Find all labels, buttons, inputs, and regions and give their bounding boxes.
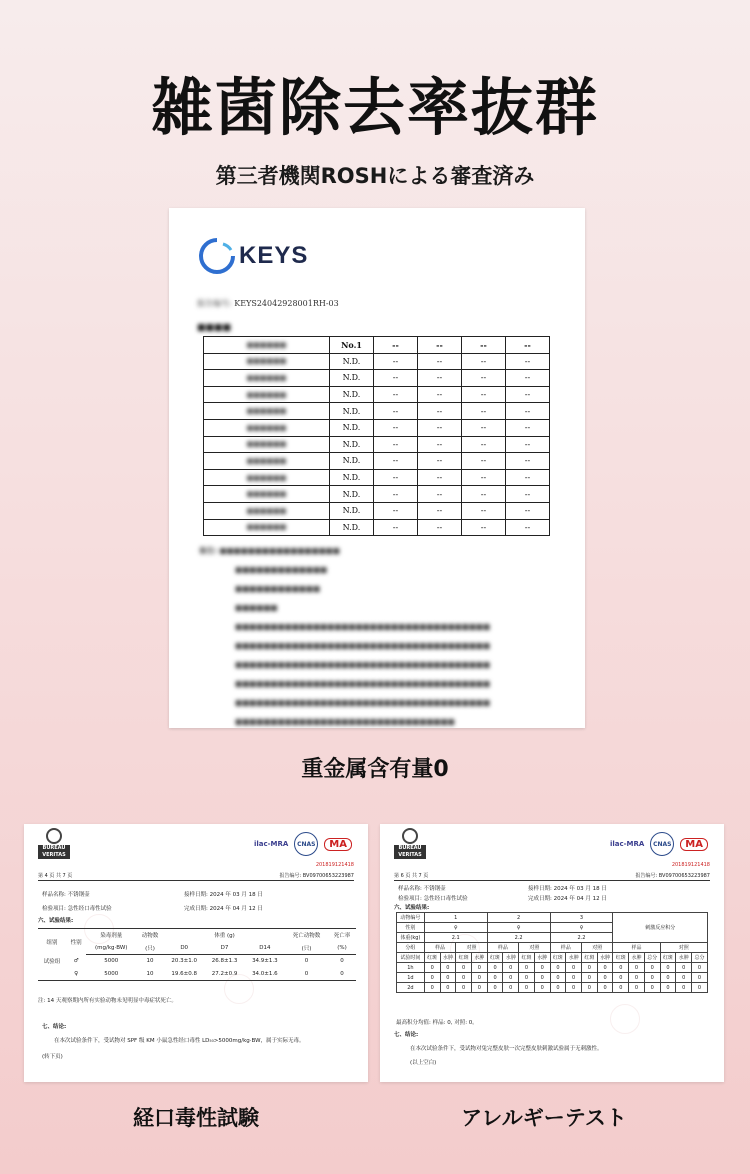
table-cell: 0	[660, 983, 676, 993]
table-cell: --	[374, 486, 418, 503]
table-cell: --	[374, 386, 418, 403]
table-header-cell: 死亡动物数	[285, 929, 328, 942]
table-header-cell: 红斑	[582, 953, 598, 963]
table-cell: ♂	[73, 958, 79, 964]
table-cell: --	[506, 486, 550, 503]
table-header-row	[38, 942, 356, 955]
complete-date: 完成日期: 2024 年 04 月 12 日	[184, 906, 263, 912]
report-number: 报告编号: BV09700653223987	[279, 873, 354, 879]
table-header-cell: 红斑	[660, 953, 676, 963]
table-cell: 0	[629, 973, 645, 983]
table-header-cell: 体重(kg)	[397, 933, 425, 943]
keys-logo	[197, 236, 308, 276]
table-header-cell: 水肿	[534, 953, 550, 963]
table-header-cell: --	[462, 337, 506, 354]
continued-note: (转下页)	[42, 1054, 63, 1060]
table-row	[204, 436, 550, 453]
blank-note: (以上空白)	[410, 1060, 437, 1066]
table-cell: 0	[582, 973, 598, 983]
table-header-cell: 红斑	[487, 953, 503, 963]
table-header-cell: 水肿	[440, 953, 456, 963]
table-cell: N.D.	[330, 453, 374, 470]
table-row	[204, 469, 550, 486]
table-cell: 0	[440, 963, 456, 973]
table-cell: --	[374, 436, 418, 453]
table-cell: ■■■■■■	[204, 386, 330, 403]
heavy-metal-table	[203, 336, 550, 536]
table-cell: 0	[285, 968, 328, 981]
table-cell: 对照	[519, 943, 550, 953]
table-header-cell: 动物编号	[397, 913, 425, 923]
table-cell: 0	[582, 983, 598, 993]
table-cell: 0	[644, 963, 660, 973]
table-header-cell: --	[418, 337, 462, 354]
table-header-cell: 组别	[38, 929, 66, 955]
table-header-cell: 试验时间	[397, 953, 425, 963]
bureau-veritas-logo: BUREAU VERITAS	[38, 828, 70, 859]
table-cell: --	[374, 419, 418, 436]
table-cell: 0	[487, 963, 503, 973]
table-row	[204, 519, 550, 536]
table-cell: 样品	[550, 943, 581, 953]
table-header-cell: D14	[245, 942, 285, 955]
table-row	[204, 403, 550, 420]
table-cell: 0	[644, 973, 660, 983]
table-cell: ♀	[424, 923, 487, 933]
table-cell: --	[506, 519, 550, 536]
table-header-cell: 水肿	[629, 953, 645, 963]
table-cell: 0	[692, 983, 708, 993]
table-cell: 0	[676, 983, 692, 993]
table-cell: --	[506, 436, 550, 453]
table-cell: 对照	[582, 943, 613, 953]
table-row	[397, 913, 708, 923]
report-number: 报告编号: KEYS24042928001RH-03	[197, 299, 339, 308]
table-cell: --	[374, 403, 418, 420]
table-header-cell: 水肿	[566, 953, 582, 963]
table-cell: 0	[613, 983, 629, 993]
table-cell: N.D.	[330, 436, 374, 453]
table-cell: --	[506, 453, 550, 470]
test-item: 检验项目: 急性经口毒性试验	[42, 906, 112, 912]
table-cell: 0	[304, 958, 309, 965]
table-cell: 0	[629, 963, 645, 973]
table-cell: 2d	[397, 983, 425, 993]
table-cell: N.D.	[330, 419, 374, 436]
table-cell: 0	[613, 973, 629, 983]
conclusion-text: 在本次试验条件下，受试物对兔完整皮肤一次完整皮肤刺激试验属于无刺激性。	[410, 1046, 603, 1052]
table-cell: 0	[550, 963, 566, 973]
table-header-cell: 染毒剂量	[86, 929, 136, 942]
table-cell: 0	[550, 973, 566, 983]
table-header-cell: 性别	[66, 929, 86, 955]
table-cell: 5000	[86, 968, 136, 981]
table-cell: 0	[487, 973, 503, 983]
table-cell: 0	[503, 963, 519, 973]
table-cell: 0	[456, 973, 472, 983]
table-header-cell: D0	[164, 942, 204, 955]
table-cell: 34.9±1.3	[252, 958, 278, 965]
table-row	[397, 943, 708, 953]
keys-logo-icon	[197, 236, 237, 276]
table-cell: 0	[566, 973, 582, 983]
table-cell: 1h	[397, 963, 425, 973]
table-cell: 0	[424, 983, 440, 993]
table-header-row	[38, 929, 356, 942]
table-row	[397, 983, 708, 993]
table-cell: 0	[566, 963, 582, 973]
table-cell: ■■■■■■	[204, 403, 330, 420]
table-cell: 0	[340, 958, 344, 965]
table-cell: 0	[582, 963, 598, 973]
table-cell: 0	[676, 973, 692, 983]
table-header-cell: 水肿	[597, 953, 613, 963]
table-row	[204, 453, 550, 470]
ilac-mra-icon: ilac-MRA	[253, 840, 289, 848]
complete-date: 完成日期: 2024 年 04 月 12 日	[528, 896, 607, 902]
toxicity-table	[38, 928, 356, 981]
table-cell: 2.2	[550, 933, 613, 943]
table-cell: 试验组	[43, 959, 61, 965]
table-cell: 0	[471, 983, 487, 993]
table-cell: --	[506, 370, 550, 387]
table-cell: ■■■■■■	[204, 353, 330, 370]
toxicity-note: 注: 14 天观察期内所有实验动物未见明显中毒症状死亡。	[38, 998, 177, 1004]
table-cell: N.D.	[330, 403, 374, 420]
table-cell: 0	[487, 983, 503, 993]
table-cell: --	[418, 353, 462, 370]
table-header-cell: 水肿	[503, 953, 519, 963]
table-cell: --	[374, 353, 418, 370]
table-header-cell: ■■■■■■	[204, 337, 330, 354]
table-cell: 10	[146, 958, 154, 965]
table-cell: 0	[519, 963, 535, 973]
table-cell: --	[418, 519, 462, 536]
sample-name: 样品名称: 不锈钢壶	[42, 892, 90, 898]
bureau-veritas-logo: BUREAU VERITAS	[394, 828, 426, 859]
table-cell: ■■■■■■	[204, 453, 330, 470]
page-number: 第 6 页 共 7 页	[394, 873, 429, 879]
allergy-table	[396, 912, 708, 993]
table-cell: --	[374, 519, 418, 536]
table-cell: --	[506, 419, 550, 436]
table-cell: 0	[456, 963, 472, 973]
table-row	[204, 486, 550, 503]
table-header-cell: 刺激反应积分	[613, 913, 708, 943]
table-header-cell: 性别	[397, 923, 425, 933]
table-cell: --	[418, 502, 462, 519]
table-cell: N.D.	[330, 353, 374, 370]
table-header-cell: 红斑	[424, 953, 440, 963]
table-cell: ■■■■■■	[204, 419, 330, 436]
receive-date: 接样日期: 2024 年 03 月 18 日	[184, 892, 263, 898]
table-cell: 0	[597, 983, 613, 993]
table-cell: --	[506, 469, 550, 486]
conclusion-heading: 七、结论:	[394, 1032, 419, 1038]
table-cell: --	[506, 386, 550, 403]
results-heading: 六、试验结果:	[394, 905, 430, 911]
table-cell: 2.1	[424, 933, 487, 943]
oral-toxicity-caption: 経口毒性試験	[133, 1106, 259, 1130]
table-row	[397, 973, 708, 983]
page-subtitle: 第三者機関ROSHによる審査済み	[215, 164, 535, 188]
table-cell: 0	[534, 963, 550, 973]
table-cell: --	[462, 353, 506, 370]
conclusion-text: 在本次试验条件下，受试物对 SPF 级 KM 小鼠急性经口毒性 LD₅₀>5000mg/kg·BW，属于实际无毒。	[54, 1038, 305, 1044]
table-cell: 1d	[397, 973, 425, 983]
table-cell: N.D.	[330, 469, 374, 486]
table-cell: 0	[456, 983, 472, 993]
cnas-icon: CNAS	[294, 832, 318, 856]
table-cell: --	[506, 502, 550, 519]
oral-toxicity-report	[24, 824, 368, 1082]
table-row	[204, 386, 550, 403]
table-header-cell: --	[374, 337, 418, 354]
table-cell: 0	[566, 983, 582, 993]
ma-number: 201819121418	[671, 862, 710, 868]
table-header-cell: 总分	[644, 953, 660, 963]
page-title: 雑菌除去率抜群	[150, 71, 599, 144]
table-cell: 3	[550, 913, 613, 923]
table-cell: 样品	[613, 943, 660, 953]
ma-icon: MA	[324, 838, 352, 851]
table-header-cell: --	[506, 337, 550, 354]
table-cell: 样品	[424, 943, 455, 953]
table-cell: 0	[503, 983, 519, 993]
table-cell: --	[462, 370, 506, 387]
report-notes: 备注: ■■■■■■■■■■■■■■■■■ ■■■■■■■■■■■■■ ■■■■■■■■■■■■ ■■■■■■ ■■■■■■■■■■■■■■■■■■■■■■■■■■■■■■■■■■■■ ■■■■■■■■■■■■■■■■■■■■■■■■■■■■■■■■■■■■ ■■■■■■■■■■■■■■■■■■■■■■■■■■■■■■■■■■■■ ■■■■■■■■■■■■■■■■■■■■■■■■■■■■■■■■■■■■ ■■■■■■■■■■■■■■■■■■■■■■■■■■■■■■■■■■■■ ■■■■■■■■■■■■■■■■■■■■■■■■■■■■■■■	[199, 546, 491, 726]
table-cell: 2.2	[487, 933, 550, 943]
table-header-cell: (%)	[328, 942, 356, 955]
table-cell: ■■■■■■	[204, 502, 330, 519]
table-header-cell: 动物数	[136, 929, 164, 942]
table-cell: 0	[534, 973, 550, 983]
table-cell: --	[374, 453, 418, 470]
table-header-row	[204, 337, 550, 354]
table-cell: --	[506, 353, 550, 370]
table-row	[204, 419, 550, 436]
table-cell: 5000	[104, 958, 119, 965]
table-header-cell: (只)	[136, 942, 164, 955]
table-row	[397, 953, 708, 963]
table-cell: 样品	[487, 943, 518, 953]
table-cell: N.D.	[330, 519, 374, 536]
table-cell: ♀	[66, 968, 86, 981]
table-cell: ♀	[487, 923, 550, 933]
table-cell: --	[462, 419, 506, 436]
table-cell: N.D.	[330, 502, 374, 519]
table-cell: --	[418, 403, 462, 420]
table-cell: 0	[328, 968, 356, 981]
table-cell: 0	[440, 973, 456, 983]
table-cell: --	[462, 502, 506, 519]
table-cell: --	[462, 453, 506, 470]
table-row	[38, 968, 356, 981]
conclusion-heading: 七、结论:	[42, 1024, 67, 1030]
table-cell: --	[418, 486, 462, 503]
table-cell: 0	[597, 973, 613, 983]
table-cell: 0	[471, 963, 487, 973]
table-cell: 0	[471, 973, 487, 983]
table-header-cell: D7	[204, 942, 244, 955]
table-cell: ■■■■■■	[204, 370, 330, 387]
table-cell: --	[374, 469, 418, 486]
table-row	[38, 955, 356, 968]
table-row	[204, 502, 550, 519]
table-row	[204, 353, 550, 370]
table-cell: 0	[676, 963, 692, 973]
table-row	[204, 370, 550, 387]
table-cell: --	[418, 386, 462, 403]
table-cell: 26.8±1.3	[211, 958, 238, 965]
max-average: 最高积分均值: 样品: 0, 对照: 0。	[396, 1020, 478, 1026]
allergy-test-caption: アレルギーテスト	[461, 1106, 627, 1130]
ilac-mra-icon: ilac-MRA	[609, 840, 645, 848]
results-heading: 六、试验结果:	[38, 918, 74, 924]
table-cell: --	[462, 436, 506, 453]
cert-marks	[254, 832, 352, 856]
table-cell: ■■■■■■	[204, 469, 330, 486]
page-number: 第 4 页 共 7 页	[38, 873, 73, 879]
table-cell: --	[418, 370, 462, 387]
table-cell: 1	[424, 913, 487, 923]
table-header-cell: 红斑	[550, 953, 566, 963]
receive-date: 接样日期: 2024 年 03 月 18 日	[528, 886, 607, 892]
table-cell: --	[462, 403, 506, 420]
table-cell: --	[418, 469, 462, 486]
table-header-cell: 死亡率	[328, 929, 356, 942]
heavy-metal-report	[169, 208, 585, 728]
table-cell: 0	[613, 963, 629, 973]
table-cell: 0	[424, 963, 440, 973]
heavy-metal-caption: 重金属含有量0	[301, 757, 449, 782]
table-header-cell: 水肿	[676, 953, 692, 963]
ma-icon: MA	[680, 838, 708, 851]
table-cell: 34.0±1.6	[245, 968, 285, 981]
table-header-cell: 红斑	[456, 953, 472, 963]
table-cell: --	[418, 453, 462, 470]
table-cell: 0	[629, 983, 645, 993]
table-header-cell: 总分	[692, 953, 708, 963]
table-cell: 0	[660, 963, 676, 973]
table-cell: N.D.	[330, 486, 374, 503]
table-cell: ■■■■■■	[204, 519, 330, 536]
table-header-cell: 红斑	[613, 953, 629, 963]
table-header-cell: (mg/kg·BW)	[86, 942, 136, 955]
table-cell: 对照	[660, 943, 707, 953]
table-cell: --	[374, 502, 418, 519]
sample-name: 样品名称: 不锈钢壶	[398, 886, 446, 892]
table-cell: --	[374, 370, 418, 387]
table-cell: 10	[136, 968, 164, 981]
table-cell: --	[506, 403, 550, 420]
table-row	[397, 963, 708, 973]
table-cell: 0	[597, 963, 613, 973]
table-cell: N.D.	[330, 386, 374, 403]
table-cell: 0	[692, 973, 708, 983]
table-cell: --	[418, 419, 462, 436]
table-cell: ♀	[550, 923, 613, 933]
test-item: 检验项目: 急性经口毒性试验	[398, 896, 468, 902]
table-header-cell: No.1	[330, 337, 374, 354]
table-cell: 19.6±0.8	[164, 968, 204, 981]
allergy-test-report	[380, 824, 724, 1082]
cert-marks	[610, 832, 708, 856]
table-cell: --	[462, 386, 506, 403]
table-cell: 对照	[456, 943, 487, 953]
table-cell	[38, 968, 66, 981]
ma-number: 201819121418	[315, 862, 354, 868]
table-cell: --	[418, 436, 462, 453]
table-cell: 2	[487, 913, 550, 923]
section-label: ■■■■	[197, 323, 232, 333]
table-cell: 20.3±1.0	[171, 958, 197, 965]
table-header-cell: (只)	[285, 942, 328, 955]
keys-logo-text: KEYS	[239, 242, 309, 269]
table-cell: 0	[440, 983, 456, 993]
table-header-cell: 红斑	[519, 953, 535, 963]
table-cell: 0	[424, 973, 440, 983]
table-cell: ■■■■■■	[204, 436, 330, 453]
table-cell: 0	[644, 983, 660, 993]
cnas-icon: CNAS	[650, 832, 674, 856]
report-number: 报告编号: BV09700653223987	[635, 873, 710, 879]
table-cell: ■■■■■■	[204, 486, 330, 503]
table-cell: 0	[660, 973, 676, 983]
table-header-cell: 分组	[397, 943, 425, 953]
table-cell: 0	[692, 963, 708, 973]
table-cell: --	[462, 486, 506, 503]
table-cell: N.D.	[330, 370, 374, 387]
table-cell: 0	[503, 973, 519, 983]
table-cell: --	[462, 519, 506, 536]
table-cell: 0	[519, 973, 535, 983]
table-cell: 0	[550, 983, 566, 993]
table-cell: --	[462, 469, 506, 486]
table-header-cell: 体重 (g)	[164, 929, 285, 942]
table-cell: 27.2±0.9	[204, 968, 244, 981]
table-cell: 0	[519, 983, 535, 993]
table-header-cell: 水肿	[471, 953, 487, 963]
table-cell: 0	[534, 983, 550, 993]
